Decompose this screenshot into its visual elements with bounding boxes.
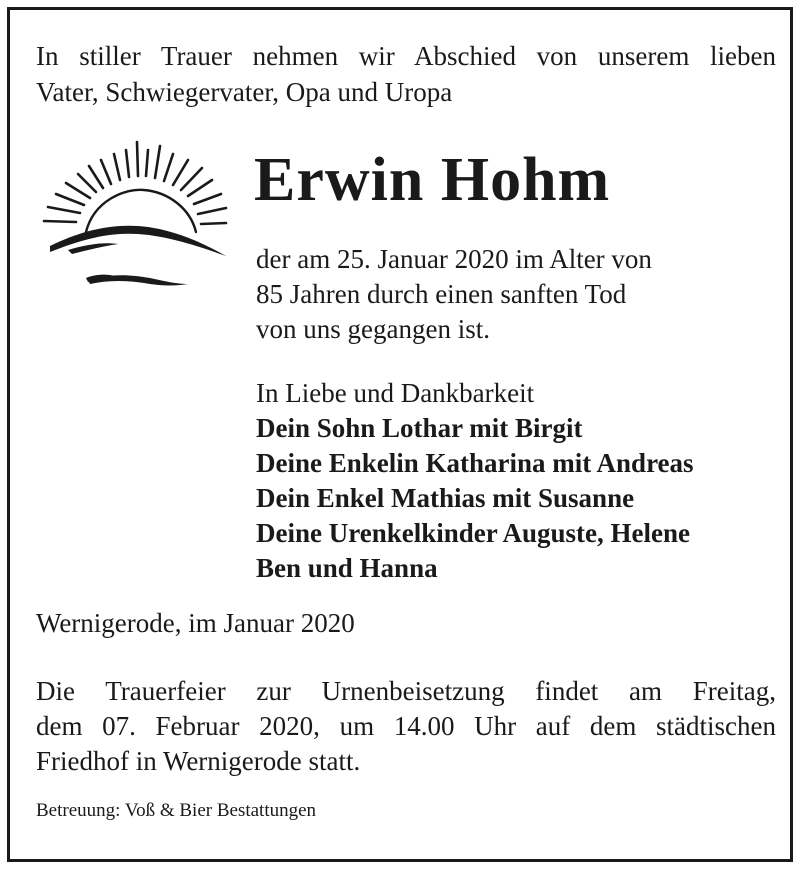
death-notice [256,242,652,347]
service-line-3: Friedhof in Wernigerode statt. [36,746,361,776]
service-line-2: dem 07. Februar 2020, um 14.00 Uhr auf dem städtischen [36,711,776,741]
service-line-1: Die Trauerfeier zur Urnenbeisetzung findet am Freitag, [36,676,776,706]
obituary-notice [7,7,793,862]
death-line-3: von uns gegangen ist. [256,314,490,344]
sunset-hills-icon [38,128,228,296]
family-member: Deine Enkelin Katharina mit Andreas [256,448,694,478]
intro-line-1: In stiller Trauer nehmen wir Abschied von unserem lieben [36,41,776,71]
family-intro: In Liebe und Dankbarkeit [256,378,535,408]
death-line-1: der am 25. Januar 2020 im Alter von [256,244,652,274]
intro-line-2: Vater, Schwiegervater, Opa und Uropa [36,77,453,107]
family-member: Ben und Hanna [256,553,438,583]
intro-text [36,38,776,110]
family-signatures [256,376,694,586]
place-date: Wernigerode, im Januar 2020 [36,608,355,638]
death-line-2: 85 Jahren durch einen sanften Tod [256,279,627,309]
deceased-name: Erwin Hohm [254,146,611,214]
family-member: Dein Enkel Mathias mit Susanne [256,483,635,513]
family-member: Deine Urenkelkinder Auguste, Helene [256,518,691,548]
undertaker-credit: Betreuung: Voß & Bier Bestattungen [36,800,317,821]
family-member: Dein Sohn Lothar mit Birgit [256,413,583,443]
service-info [36,674,776,779]
